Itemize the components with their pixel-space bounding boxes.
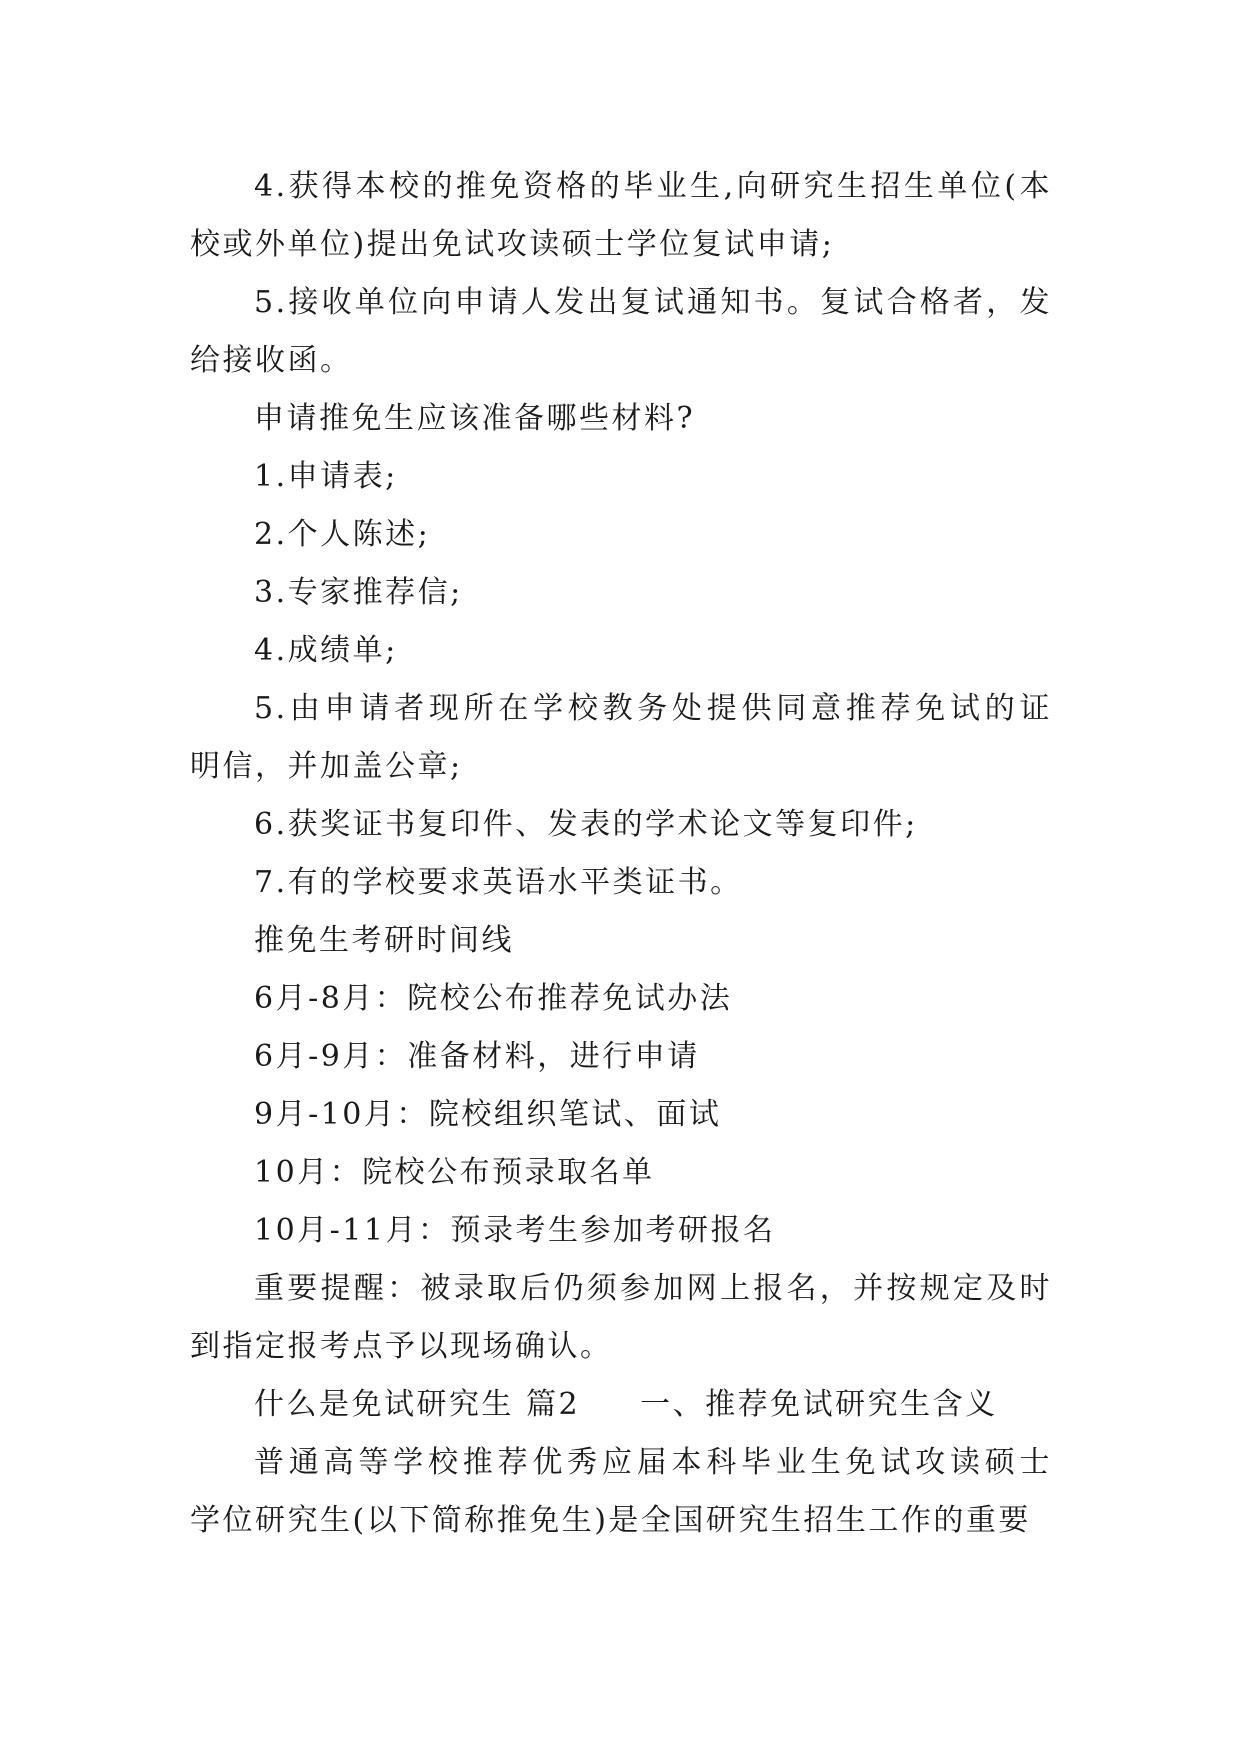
section-heading: 一、推荐免试研究生含义: [640, 1387, 998, 1422]
paragraph-line: 4.获得本校的推免资格的毕业生,向研究生招生单位(本: [254, 169, 1052, 204]
list-item: 6.获奖证书复印件、发表的学术论文等复印件;: [254, 807, 918, 842]
timeline-item: 6月-8月：院校公布推荐免试办法: [254, 981, 733, 1016]
timeline-item: 6月-9月：准备材料，进行申请: [254, 1039, 700, 1074]
list-item: 2.个人陈述;: [254, 517, 431, 552]
section-heading: 推免生考研时间线: [254, 923, 514, 958]
list-item: 3.专家推荐信;: [254, 575, 463, 610]
timeline-item: 10月：院校公布预录取名单: [254, 1155, 655, 1190]
timeline-item: 9月-10月：院校组织笔试、面试: [254, 1097, 722, 1132]
paragraph-line: 5.接收单位向申请人发出复试通知书。复试合格者，发: [254, 285, 1052, 320]
list-item: 7.有的学校要求英语水平类证书。: [254, 865, 743, 900]
list-item: 5.由申请者现所在学校教务处提供同意推荐免试的证: [254, 691, 1052, 726]
list-item: 1.申请表;: [254, 459, 398, 494]
paragraph-line: 给接收函。: [190, 343, 353, 378]
paragraph-line: 普通高等学校推荐优秀应届本科毕业生免试攻读硕士: [254, 1445, 1052, 1480]
paragraph-line: 重要提醒：被录取后仍须参加网上报名，并按规定及时: [254, 1271, 1052, 1306]
section-heading: 申请推免生应该准备哪些材料?: [254, 401, 696, 436]
timeline-item: 10月-11月：预录考生参加考研报名: [254, 1213, 776, 1248]
article-title: 什么是免试研究生 篇2: [254, 1387, 581, 1422]
article-heading-line: [190, 1376, 1052, 1434]
paragraph-line: 学位研究生(以下简称推免生)是全国研究生招生工作的重要: [190, 1503, 1031, 1538]
paragraph-line: 校或外单位)提出免试攻读硕士学位复试申请;: [190, 227, 835, 262]
document-body: [190, 158, 1052, 1550]
paragraph-line: 到指定报考点予以现场确认。: [190, 1329, 613, 1364]
list-item-continuation: 明信，并加盖公章;: [190, 749, 463, 784]
list-item: 4.成绩单;: [254, 633, 398, 668]
